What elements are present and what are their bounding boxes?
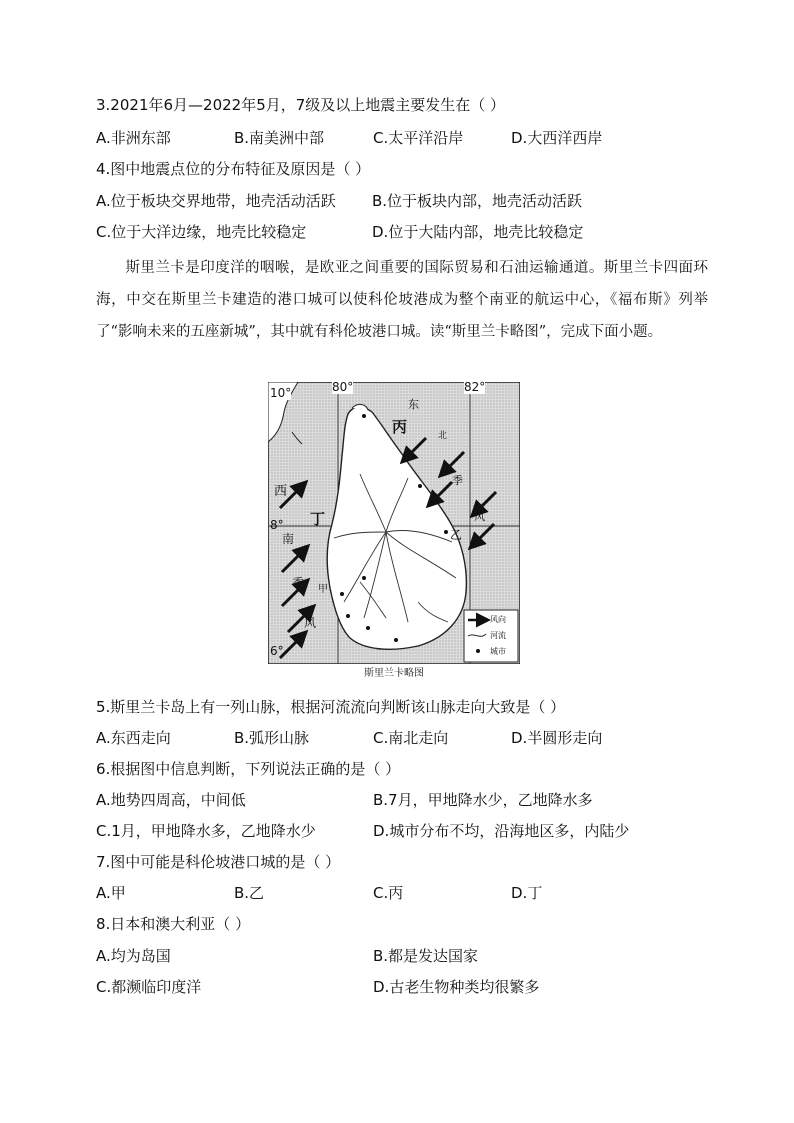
lat-8-label: 8°: [270, 518, 284, 532]
q7-option-c: C.丙: [373, 884, 404, 902]
sw-monsoon-nan-label: 南: [282, 532, 295, 546]
q8-option-c: C.都濒临印度洋: [96, 978, 202, 996]
q8-option-d: D.古老生物种类均很繁多: [373, 978, 540, 996]
q5-option-b: B.弧形山脉: [234, 729, 310, 747]
q8-option-b: B.都是发达国家: [373, 947, 479, 965]
legend-river-label: 河流: [490, 631, 506, 640]
lon-80-label: 80°: [332, 380, 354, 394]
passage-text: 斯里兰卡是印度洋的咽喉，是欧亚之间重要的国际贸易和石油运输通道。斯里兰卡四面环海，中交在斯里兰卡建造的港口城可以使科伦坡港成为整个南亚的航运中心，《福布斯》列举了“影响未来的五座新城”，其中就有科伦坡港口城。读“斯里兰卡略图”，完成下面小题。: [96, 260, 708, 340]
sw-monsoon-xi-label: 西: [274, 484, 288, 499]
ne-monsoon-feng-label: 风: [474, 510, 485, 523]
ne-monsoon-bei-label: 北: [438, 431, 448, 441]
sw-monsoon-ji-label: 季: [292, 576, 305, 590]
ne-monsoon-dong-label: 东: [408, 398, 419, 411]
lat-10-label: 10°: [270, 386, 292, 400]
q8-stem: 8.日本和澳大利亚（ ）: [96, 915, 251, 933]
q5-stem: 5.斯里兰卡岛上有一列山脉，根据河流流向判断该山脉走向大致是（ ）: [96, 698, 566, 716]
q4-option-d: D.位于大陆内部，地壳比较稳定: [372, 223, 584, 241]
lon-82-label: 82°: [464, 380, 486, 394]
map-caption: 斯里兰卡略图: [364, 668, 424, 679]
legend-city-label: 城市: [490, 647, 506, 656]
q3-stem: 3.2021年6月—2022年5月，7级及以上地震主要发生在（ ）: [96, 96, 506, 114]
q7-option-a: A.甲: [96, 884, 126, 902]
q6-option-d: D.城市分布不均，沿海地区多，内陆少: [373, 822, 630, 840]
q6-option-a: A.地势四周高，中间低: [96, 791, 246, 809]
q3-option-b: B.南美洲中部: [234, 129, 325, 147]
place-yi-label: 乙: [450, 528, 463, 542]
sri-lanka-map: [268, 382, 520, 682]
q5-option-d: D.半圆形走向: [511, 729, 603, 747]
place-jia-label: 甲: [318, 584, 328, 595]
q4-option-b: B.位于板块内部，地壳活动活跃: [372, 192, 583, 210]
q3-option-d: D.大西洋西岸: [511, 129, 603, 147]
legend-wind-label: 风向: [490, 615, 506, 624]
ne-monsoon-ji-label: 季: [452, 474, 463, 487]
q8-option-a: A.均为岛国: [96, 947, 171, 965]
place-bing-label: 丙: [392, 418, 408, 436]
q6-option-b: B.7月，甲地降水少，乙地降水多: [373, 791, 593, 809]
q3-option-a: A.非洲东部: [96, 129, 171, 147]
lat-6-label: 6°: [270, 644, 284, 658]
q7-stem: 7.图中可能是科伦坡港口城的是（ ）: [96, 853, 341, 871]
q7-option-d: D.丁: [511, 884, 543, 902]
q3-option-c: C.太平洋沿岸: [373, 129, 464, 147]
q4-option-c: C.位于大洋边缘，地壳比较稳定: [96, 223, 307, 241]
reading-passage: [96, 252, 708, 348]
q6-stem: 6.根据图中信息判断，下列说法正确的是（ ）: [96, 760, 401, 778]
place-ding-label: 丁: [310, 510, 326, 528]
q6-option-c: C.1月，甲地降水多，乙地降水少: [96, 822, 316, 840]
sw-monsoon-feng-label: 风: [304, 616, 317, 630]
q5-option-c: C.南北走向: [373, 729, 449, 747]
q7-option-b: B.乙: [234, 884, 265, 902]
q5-option-a: A.东西走向: [96, 729, 171, 747]
q4-option-a: A.位于板块交界地带，地壳活动活跃: [96, 192, 336, 210]
q4-stem: 4.图中地震点位的分布特征及原因是（ ）: [96, 160, 371, 178]
